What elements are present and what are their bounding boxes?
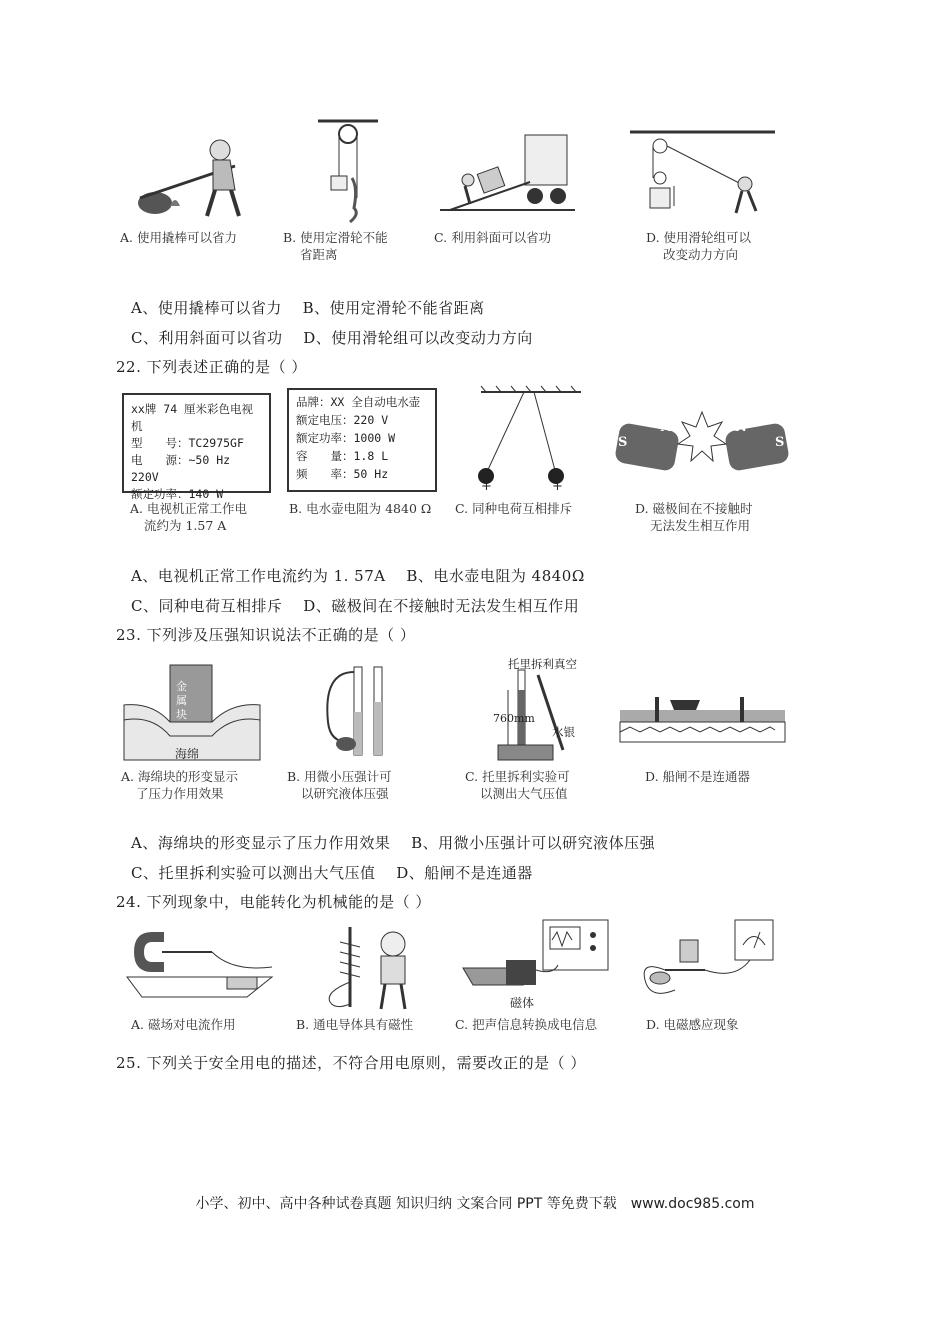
q21-caption-b2: 省距离	[300, 247, 338, 262]
q21-options-row2: C、利用斜面可以省功 D、使用滑轮组可以改变动力方向	[131, 329, 533, 347]
q24-stem: 24. 下列现象中，电能转化为机械能的是（ ）	[116, 893, 431, 911]
q21-caption-b1: B. 使用定滑轮不能	[283, 230, 388, 245]
q22-caption-b: B. 电水壶电阻为 4840 Ω	[289, 501, 432, 516]
kettle-line: 频 率：50 Hz	[296, 467, 389, 481]
tv-nameplate	[122, 393, 271, 501]
q22-caption-d2: 无法发生相互作用	[650, 518, 751, 533]
torricelli-vacuum-label: 托里拆利真空	[508, 657, 577, 671]
charged-balls-figure	[476, 386, 586, 496]
plus-sign-left: +	[481, 479, 492, 494]
760mm-label: 760mm	[493, 712, 535, 725]
q23-caption-a2: 了压力作用效果	[136, 786, 224, 801]
q22-caption-a2: 流约为 1.57 A	[144, 518, 227, 533]
tv-line: 额定功率：140 W	[131, 487, 224, 501]
q24-caption-d: D. 电磁感应现象	[646, 1017, 739, 1032]
q23-options-row1: A、海绵块的形变显示了压力作用效果 B、用微小压强计可以研究液体压强	[131, 834, 656, 852]
metal-block-label: 金属块	[176, 680, 187, 721]
q23-caption-c2: 以测出大气压值	[480, 786, 568, 801]
q21-caption-d2: 改变动力方向	[663, 247, 739, 262]
pulley-block-figure	[630, 126, 775, 221]
q24-caption-c: C. 把声信息转换成电信息	[455, 1017, 598, 1032]
q23-stem: 23. 下列涉及压强知识说法不正确的是（ ）	[116, 626, 416, 644]
magnet-pole-n2: N	[735, 420, 747, 435]
q23-options-row2: C、托里拆利实验可以测出大气压值 D、船闸不是连通器	[131, 864, 533, 882]
q24-caption-a: A. 磁场对电流作用	[131, 1017, 236, 1032]
q24-caption-b: B. 通电导体具有磁性	[296, 1017, 414, 1032]
fixed-pulley-figure	[318, 118, 378, 226]
magnet-label: 磁体	[510, 996, 535, 1010]
kettle-line: 额定电压：220 V	[296, 413, 389, 427]
kettle-line: 品牌：XX 全自动电水壶	[296, 395, 421, 409]
kettle-line: 额定功率：1000 W	[296, 431, 396, 445]
q23-caption-b1: B. 用微小压强计可	[287, 769, 392, 784]
magnet-pole-s1: S	[618, 435, 628, 450]
sponge-label: 海绵	[175, 747, 200, 761]
q21-caption-a: A. 使用撬棒可以省力	[120, 230, 237, 245]
mercury-label: 水银	[552, 725, 575, 739]
motor-principle-figure	[122, 922, 277, 1010]
tv-line: 电 源：~50 Hz 220V	[131, 453, 231, 484]
electromagnet-figure	[315, 922, 425, 1012]
q22-caption-a1: A. 电视机正常工作电	[130, 501, 247, 516]
q25-stem: 25. 下列关于安全用电的描述，不符合用电原则，需要改正的是（ ）	[116, 1054, 586, 1072]
plus-sign-right: +	[552, 479, 563, 494]
q21-options-row1: A、使用撬棒可以省力 B、使用定滑轮不能省距离	[131, 299, 485, 317]
q22-caption-d1: D. 磁极间在不接触时	[635, 501, 753, 516]
ship-lock-figure	[620, 692, 785, 747]
magnets-figure	[612, 402, 792, 492]
q22-options-row2: C、同种电荷互相排斥 D、磁极间在不接触时无法发生相互作用	[131, 597, 580, 615]
q22-stem: 22. 下列表述正确的是（ ）	[116, 358, 307, 376]
q22-caption-c: C. 同种电荷互相排斥	[455, 501, 573, 516]
q23-caption-b2: 以研究液体压强	[301, 786, 389, 801]
crowbar-figure	[135, 128, 265, 223]
page-footer: 小学、初中、高中各种试卷真题 知识归纳 文案合同 PPT 等免费下载 www.doc985.com	[195, 1196, 755, 1212]
tv-line: xx牌 74 厘米彩色电视机	[131, 402, 254, 433]
q23-caption-c1: C. 托里拆利实验可	[465, 769, 570, 784]
incline-figure	[440, 130, 575, 215]
microphone-oscilloscope-figure	[458, 920, 613, 1000]
kettle-nameplate	[287, 388, 437, 492]
magnet-pole-n1: N	[660, 420, 672, 435]
kettle-line: 容 量：1.8 L	[296, 449, 389, 463]
magnet-pole-s2: S	[775, 435, 785, 450]
q22-options-row1: A、电视机正常工作电流约为 1. 57A B、电水壶电阻为 4840Ω	[131, 567, 585, 585]
electromagnetic-induction-figure	[635, 920, 780, 1008]
tv-line: 型 号：TC2975GF	[131, 436, 244, 450]
q23-caption-a1: A. 海绵块的形变显示	[121, 769, 238, 784]
q23-caption-d: D. 船闸不是连通器	[645, 769, 751, 784]
pressure-gauge-figure	[318, 662, 398, 762]
q21-caption-c: C. 利用斜面可以省功	[434, 230, 552, 245]
q21-caption-d1: D. 使用滑轮组可以	[646, 230, 752, 245]
